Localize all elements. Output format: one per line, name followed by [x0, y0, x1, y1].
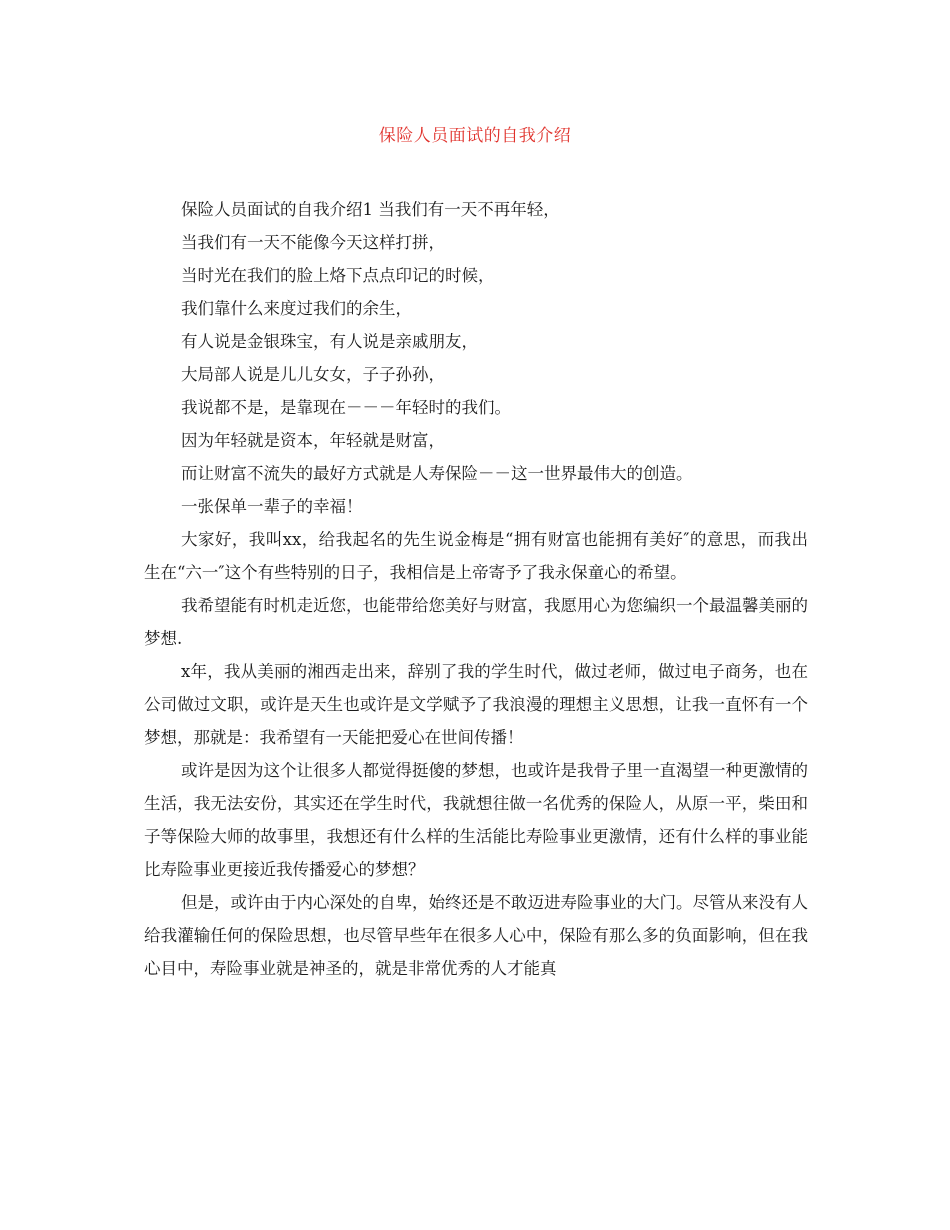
paragraph: 一张保单一辈子的幸福！ [181, 497, 363, 516]
paragraph: x年，我从美丽的湘西走出来，辞别了我的学生时代，做过老师，做过电子商务，也在公司做过文职，或许是天生也或许是文学赋予了我浪漫的理想主义思想，让我一直怀有一个梦想，那就是：我希望有一天能把爱心在世间传播！ [144, 662, 808, 747]
paragraph: 有人说是金银珠宝，有人说是亲戚朋友， [181, 332, 478, 351]
paragraph: 当时光在我们的脸上烙下点点印记的时候， [181, 266, 495, 285]
document-body [144, 193, 808, 985]
document-title: 保险人员面试的自我介绍 [378, 126, 572, 146]
paragraph: 我说都不是，是靠现在－－－年轻时的我们。 [181, 398, 511, 417]
paragraph: 或许是因为这个让很多人都觉得挺傻的梦想，也或许是我骨子里一直渴望一种更激情的生活，我无法安份，其实还在学生时代，我就想往做一名优秀的保险人，从原一平，柴田和子等保险大师的故事里，我想还有什么样的生活能比寿险事业更激情，还有什么样的事业能比寿险事业更接近我传播爱心的梦想？ [144, 761, 808, 879]
paragraph: 保险人员面试的自我介绍1 当我们有一天不再年轻， [181, 200, 560, 219]
paragraph: 我希望能有时机走近您，也能带给您美好与财富，我愿用心为您编织一个最温馨美丽的梦想. [144, 596, 808, 648]
paragraph: 当我们有一天不能像今天这样打拼， [181, 233, 445, 252]
paragraph: 我们靠什么来度过我们的余生， [181, 299, 412, 318]
paragraph: 而让财富不流失的最好方式就是人寿保险－－这一世界最伟大的创造。 [181, 464, 693, 483]
paragraph: 因为年轻就是资本，年轻就是财富， [181, 431, 445, 450]
paragraph: 大家好，我叫xx，给我起名的先生说金梅是“拥有财富也能拥有美好″的意思，而我出生在“六一″这个有些特别的日子，我相信是上帝寄予了我永保童心的希望。 [144, 530, 808, 582]
paragraph: 大局部人说是儿儿女女，子子孙孙， [181, 365, 445, 384]
paragraph: 但是，或许由于内心深处的自卑，始终还是不敢迈进寿险事业的大门。尽管从来没有人给我灌输任何的保险思想，也尽管早些年在很多人心中，保险有那么多的负面影响，但在我心目中，寿险事业就是神圣的，就是非常优秀的人才能真 [144, 893, 808, 978]
